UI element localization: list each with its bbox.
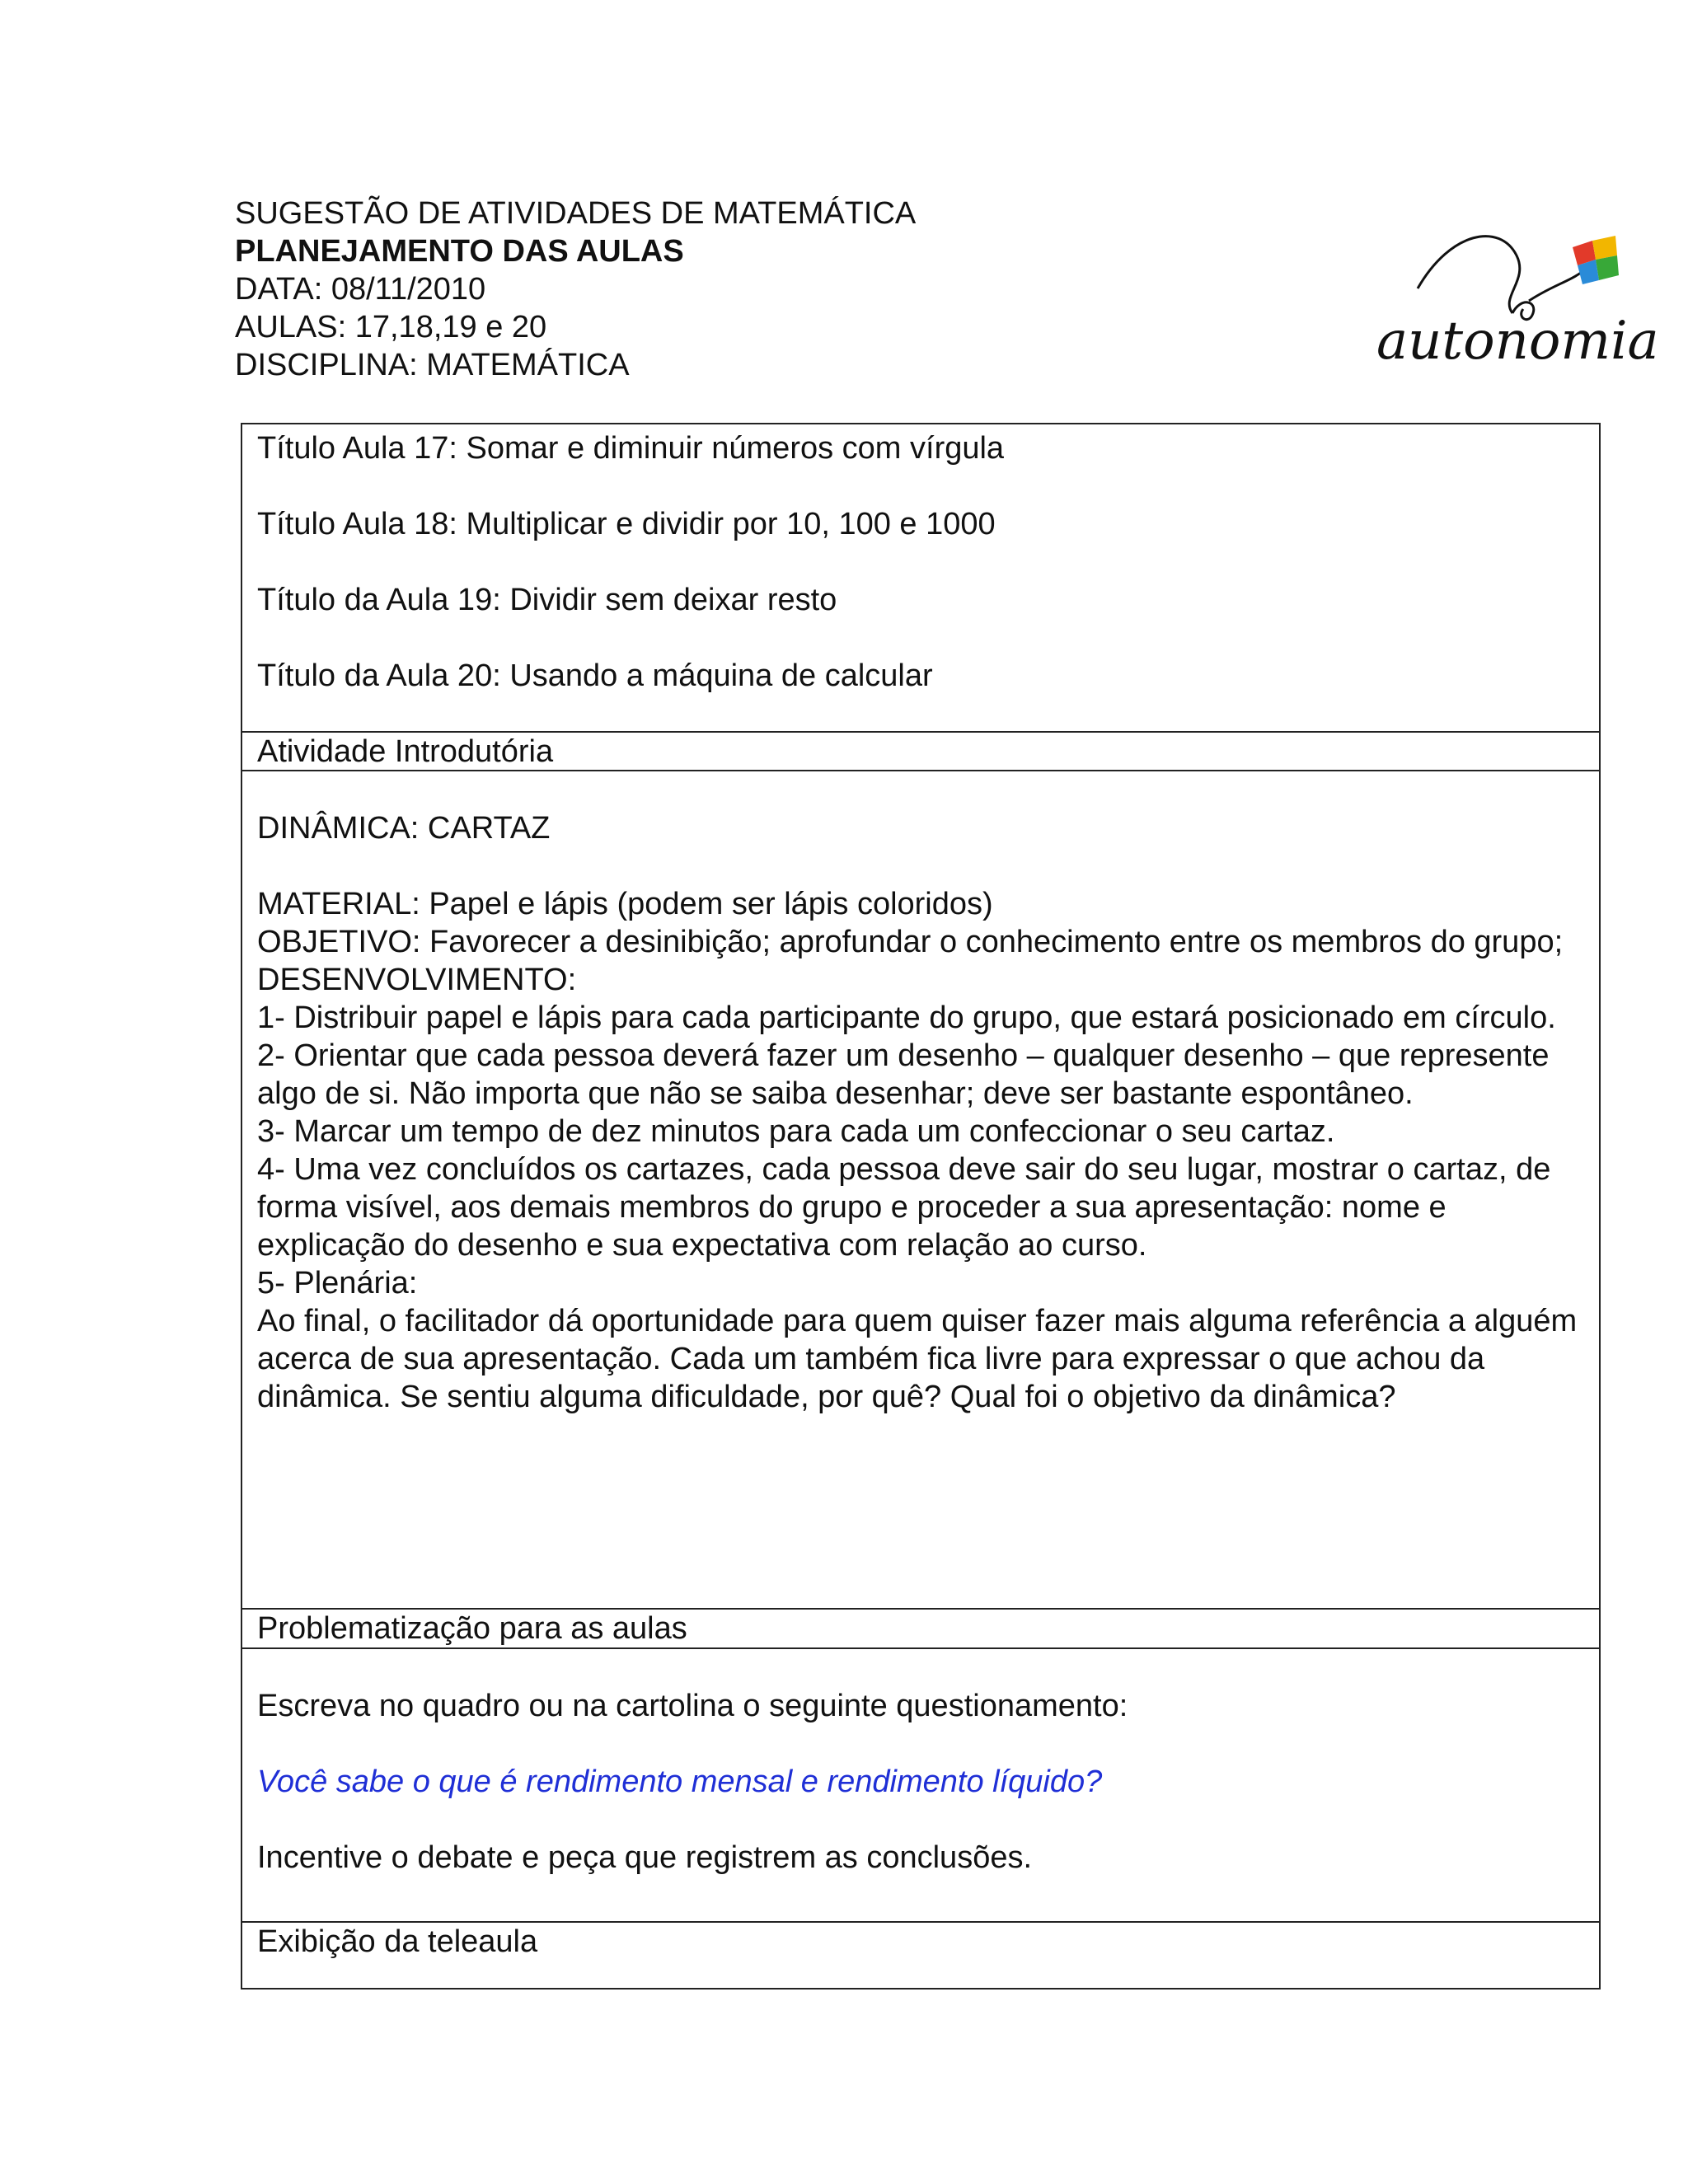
exhibition-row <box>242 1921 1599 1988</box>
header-date: DATA: 08/11/2010 <box>235 272 486 307</box>
header-planning: PLANEJAMENTO DAS AULAS <box>235 234 684 269</box>
problem-question: Você sabe o que é rendimento mensal e rendimento líquido? <box>257 1765 1103 1799</box>
kite-logo-icon <box>1376 223 1665 387</box>
problem-heading-row <box>242 1608 1599 1647</box>
step-3: 3- Marcar um tempo de dez minutos para cada um confeccionar o seu cartaz. <box>257 1114 1335 1149</box>
intro-heading: Atividade Introdutória <box>257 734 554 769</box>
step-2: 2- Orientar que cada pessoa deverá fazer um desenho – qualquer desenho – que represente algo de si. Não importa que não se saiba desenhar; deve ser bastante espontâneo. <box>257 1038 1550 1111</box>
material-line: MATERIAL: Papel e lápis (podem ser lápis coloridos) <box>257 887 993 921</box>
problem-heading: Problematização para as aulas <box>257 1611 687 1646</box>
autonomia-logo <box>1376 223 1665 387</box>
desenvolvimento-label: DESENVOLVIMENTO: <box>257 963 577 997</box>
document-header <box>235 194 916 384</box>
header-lessons: AULAS: 17,18,19 e 20 <box>235 310 547 344</box>
step-1: 1- Distribuir papel e lápis para cada participante do grupo, que estará posicionado em círculo. <box>257 1001 1556 1035</box>
header-suggestion: SUGESTÃO DE ATIVIDADES DE MATEMÁTICA <box>235 196 917 231</box>
header-discipline: DISCIPLINA: MATEMÁTICA <box>235 348 630 382</box>
final-paragraph: Ao final, o facilitador dá oportunidade para quem quiser fazer mais alguma referência a alguém acerca de sua apresentação. Cada um também fica livre para expressar o que achou da dinâmica. Se sentiu alguma dificuldade, por quê? Qual foi o objetivo da dinâmica? <box>257 1304 1578 1414</box>
step-5: 5- Plenária: <box>257 1266 418 1301</box>
title-aula-20: Título da Aula 20: Usando a máquina de calcular <box>257 658 933 693</box>
dinamica-line: DINÂMICA: CARTAZ <box>257 811 551 846</box>
logo-text: autonomia <box>1376 311 1659 372</box>
title-aula-19: Título da Aula 19: Dividir sem deixar resto <box>257 583 837 617</box>
exhibition-heading: Exibição da teleaula <box>257 1924 538 1959</box>
problem-incentive: Incentive o debate e peça que registrem as conclusões. <box>257 1840 1033 1875</box>
title-aula-17: Título Aula 17: Somar e diminuir números com vírgula <box>257 431 1005 466</box>
titles-row <box>242 424 1599 731</box>
intro-heading-row <box>242 731 1599 770</box>
problem-instruction: Escreva no quadro ou na cartolina o seguinte questionamento: <box>257 1689 1128 1723</box>
problem-content-row <box>242 1647 1599 1921</box>
lesson-plan-table <box>241 423 1601 1990</box>
intro-content-row <box>242 770 1599 1608</box>
title-aula-18: Título Aula 18: Multiplicar e dividir por 10, 100 e 1000 <box>257 507 996 541</box>
objetivo-line: OBJETIVO: Favorecer a desinibição; aprofundar o conhecimento entre os membros do grupo; <box>257 925 1564 959</box>
step-4: 4- Uma vez concluídos os cartazes, cada pessoa deve sair do seu lugar, mostrar o cartaz, de forma visível, aos demais membros do grupo e proceder a sua apresentação: nome e explicação do desenho e sua expectativa com relação ao curso. <box>257 1152 1551 1263</box>
